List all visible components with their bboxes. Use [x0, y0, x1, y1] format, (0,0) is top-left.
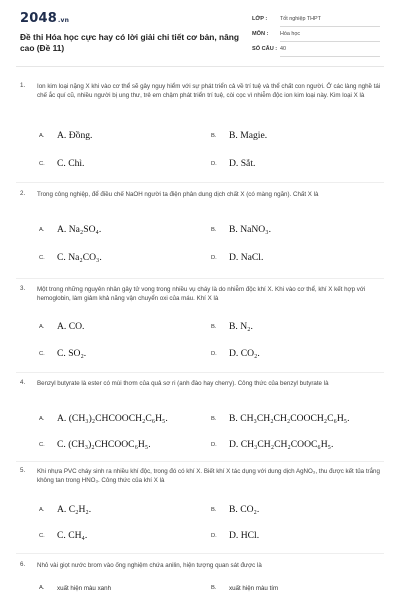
choice-text: B. CH₃CH₂CH₂COOCH₂C₆H₅. [229, 413, 350, 424]
choice-text: D. NaCl. [229, 252, 264, 263]
choice-text: C. Chì. [57, 158, 85, 169]
choice-text: B. NaNO₃. [229, 224, 271, 235]
choice-text: B. CO₂. [229, 504, 260, 515]
choice-text: D. CO₂. [229, 348, 260, 359]
choice-letter: B. [211, 227, 217, 233]
info-class-value: Tốt nghiệp THPT [280, 16, 321, 22]
choice-letter: D. [211, 255, 217, 261]
info-count-row [252, 44, 380, 57]
question-text: Khi nhựa PVC cháy sinh ra nhiều khí độc, trong đó có khí X. Biết khí X tác dụng với dung dịch AgNO₃, thu được kết tủa trắng không tan trong HNO₃. Công thức của khí X là [37, 468, 380, 485]
info-count-label: SỐ CÂU : [252, 46, 278, 52]
choice-letter: C. [39, 533, 45, 539]
choice-letter: C. [39, 442, 45, 448]
choice-letter: B. [211, 133, 217, 139]
choice-text: A. (CH₃)₂CHCOOCH₂C₆H₅. [57, 413, 168, 424]
question-4 [20, 379, 384, 464]
info-underline [280, 41, 380, 42]
question-text: Benzyl butyrate là ester có mùi thơm của quả sơ ri (anh đào hay cherry). Công thức của benzyl butyrate là [37, 380, 329, 387]
choice-letter: A. [39, 507, 45, 513]
site-logo[interactable]: 2048.vn [20, 11, 70, 26]
choice-letter: D. [211, 351, 217, 357]
choice-letter: D. [211, 533, 217, 539]
info-class-row [252, 14, 380, 27]
info-underline [280, 56, 380, 57]
question-separator [16, 278, 384, 279]
info-subject-label: MÔN : [252, 31, 269, 37]
choice-text: C. SO₂. [57, 348, 87, 359]
choice-text: xuất hiện màu xanh [57, 585, 112, 592]
choice-letter: B. [211, 507, 217, 513]
info-subject-value: Hóa học [280, 31, 301, 37]
question-number: 1. [20, 82, 26, 89]
choice-letter: A. [39, 416, 45, 422]
info-count-value: 40 [280, 46, 286, 52]
choice-text: B. Magie. [229, 130, 268, 141]
question-6 [20, 561, 384, 600]
choice-letter: A. [39, 227, 45, 233]
choice-letter: C. [39, 255, 45, 261]
question-2 [20, 190, 384, 280]
choice-text: A. Na₂SO₄. [57, 224, 102, 235]
info-class-label: LỚP : [252, 16, 268, 22]
choice-letter: A. [39, 133, 45, 139]
question-separator [16, 372, 384, 373]
choice-text: C. (CH₃)₂CHCOOC₆H₅. [57, 439, 151, 450]
info-subject-row [252, 29, 380, 42]
question-3 [20, 285, 384, 375]
question-separator [16, 553, 384, 554]
choice-letter: A. [39, 585, 45, 591]
choice-letter: B. [211, 585, 217, 591]
choice-letter: A. [39, 324, 45, 330]
question-number: 2. [20, 190, 26, 197]
question-separator [16, 182, 384, 183]
choice-text: C. Na₂CO₃. [57, 252, 102, 263]
choice-text: xuất hiện màu tím [229, 585, 279, 592]
question-text: Ion kim loại nặng X khi vào cơ thể sẽ gây nguy hiểm với sự phát triển cả về trí tuệ và thể chất con người. Ở các làng nghề tái chế ắc quí cũ, nhiều người bị ung thư, trẻ em chậm phát triển trí tuệ, còi cọc vì nhiễm độc ion kim loại này. Kim loại X là [37, 83, 381, 100]
choice-letter: B. [211, 324, 217, 330]
question-number: 4. [20, 379, 26, 386]
choice-text: D. HCl. [229, 530, 260, 541]
choice-text: B. N₂. [229, 321, 253, 332]
question-text: Một trong những nguyên nhân gây tử vong trong nhiều vụ cháy là do nhiễm độc khí X. Khi vào cơ thể, khí X kết hợp với hemoglobin, làm giảm khả năng vận chuyển oxi của máu. Khí X là [37, 286, 366, 303]
document-header [0, 0, 400, 66]
choice-text: A. Đồng. [57, 130, 93, 141]
question-5 [20, 467, 384, 555]
choice-letter: D. [211, 161, 217, 167]
choice-letter: D. [211, 442, 217, 448]
header-divider [16, 66, 384, 67]
question-text: Nhỏ vài giọt nước brom vào ống nghiệm chứa anilin, hiện tượng quan sát được là [37, 562, 262, 569]
choice-text: D. Sắt. [229, 158, 256, 169]
question-1 [20, 82, 384, 192]
choice-text: A. CO. [57, 321, 85, 332]
choice-text: C. CH₄. [57, 530, 88, 541]
question-separator [16, 461, 384, 462]
question-number: 3. [20, 285, 26, 292]
choice-text: D. CH₃CH₂CH₂COOC₆H₅. [229, 439, 334, 450]
choice-letter: B. [211, 416, 217, 422]
choice-text: A. C₂H₂. [57, 504, 92, 515]
info-underline [280, 26, 380, 27]
question-text: Trong công nghiệp, để điều chế NaOH người ta điện phân dung dịch chất X (có màng ngăn). Chất X là [37, 191, 319, 198]
question-number: 5. [20, 467, 26, 474]
question-number: 6. [20, 561, 26, 568]
choice-letter: C. [39, 161, 45, 167]
choice-letter: C. [39, 351, 45, 357]
document-title: Đề thi Hóa học cực hay có lời giải chi tiết cơ bản, nâng cao (Đề 11) [20, 32, 240, 53]
